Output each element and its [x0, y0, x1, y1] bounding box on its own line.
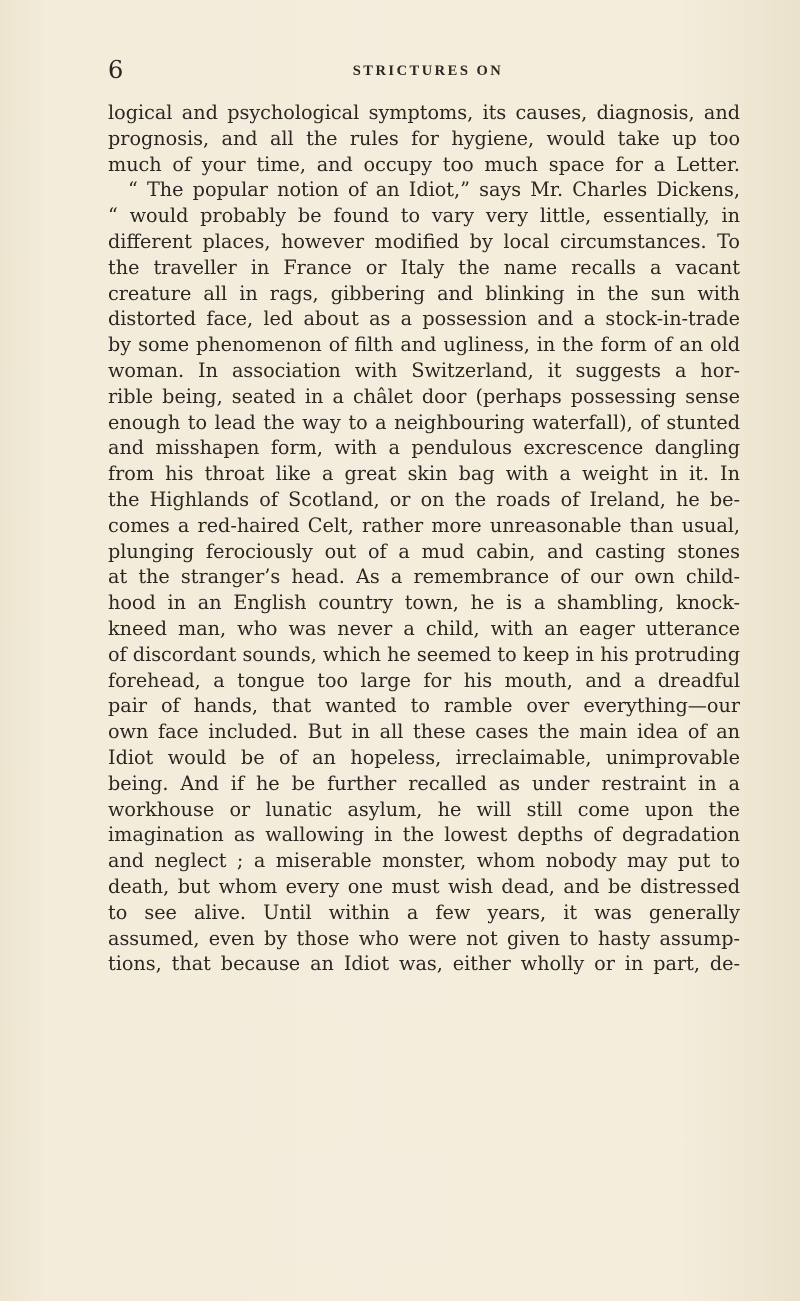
text-line: and misshapen form, with a pendulous excrescence dangling: [108, 436, 740, 460]
text-line: the traveller in France or Italy the name recalls a vacant: [108, 255, 740, 279]
text-line: own face included. But in all these cases the main idea of an: [108, 720, 740, 744]
text-line: plunging ferociously out of a mud cabin, and casting stones: [108, 539, 740, 563]
text-line: “ would probably be found to vary very little, essentially, in: [108, 204, 740, 228]
text-line: tions, that because an Idiot was, either wholly or in part, de-: [108, 952, 740, 976]
text-line: rible being, seated in a châlet door (perhaps possessing sense: [108, 384, 740, 408]
text-line: by some phenomenon of filth and ugliness, in the form of an old: [108, 333, 740, 357]
page-header: [108, 56, 748, 90]
text-line: being. And if he be further recalled as under restraint in a: [108, 771, 740, 795]
text-line: forehead, a tongue too large for his mouth, and a dreadful: [108, 668, 740, 692]
text-line: different places, however modified by local circumstances. To: [108, 229, 740, 253]
text-line: “ The popular notion of an Idiot,” says Mr. Charles Dickens,: [128, 178, 740, 202]
text-line: creature all in rags, gibbering and blinking in the sun with: [108, 281, 740, 305]
text-line: workhouse or lunatic asylum, he will still come upon the: [108, 797, 740, 821]
text-line: death, but whom every one must wish dead, and be distressed: [108, 874, 740, 898]
text-line: imagination as wallowing in the lowest depths of degradation: [108, 823, 740, 847]
text-line: from his throat like a great skin bag with a weight in it. In: [108, 462, 740, 486]
text-line: assumed, even by those who were not given to hasty assump-: [108, 926, 740, 950]
text-line: enough to lead the way to a neighbouring waterfall), of stunted: [108, 410, 740, 434]
page-number: 6: [108, 56, 124, 84]
text-line: distorted face, led about as a possession and a stock-in-trade: [108, 307, 740, 331]
text-line: at the stranger’s head. As a remembrance of our own child-: [108, 565, 740, 589]
text-line: comes a red-haired Celt, rather more unreasonable than usual,: [108, 513, 740, 537]
text-line: hood in an English country town, he is a shambling, knock-: [108, 591, 740, 615]
text-line: of discordant sounds, which he seemed to keep in his protruding: [108, 642, 740, 666]
text-line: logical and psychological symptoms, its causes, diagnosis, and: [108, 101, 740, 124]
body-text: [108, 100, 740, 977]
text-line: to see alive. Until within a few years, it was generally: [108, 900, 740, 924]
text-line: Idiot would be of an hopeless, irreclaimable, unimprovable: [108, 745, 740, 769]
text-line: kneed man, who was never a child, with an eager utterance: [108, 616, 740, 640]
text-line: prognosis, and all the rules for hygiene, would take up too: [108, 126, 740, 150]
text-line: pair of hands, that wanted to ramble over everything—our: [108, 694, 740, 718]
text-line: much of your time, and occupy too much space for a Letter.: [108, 152, 740, 176]
text-line: woman. In association with Switzerland, it suggests a hor-: [108, 358, 740, 382]
text-line: and neglect ; a miserable monster, whom nobody may put to: [108, 849, 740, 873]
text-line: the Highlands of Scotland, or on the roads of Ireland, he be-: [108, 487, 740, 511]
running-title: STRICTURES ON: [352, 63, 504, 79]
